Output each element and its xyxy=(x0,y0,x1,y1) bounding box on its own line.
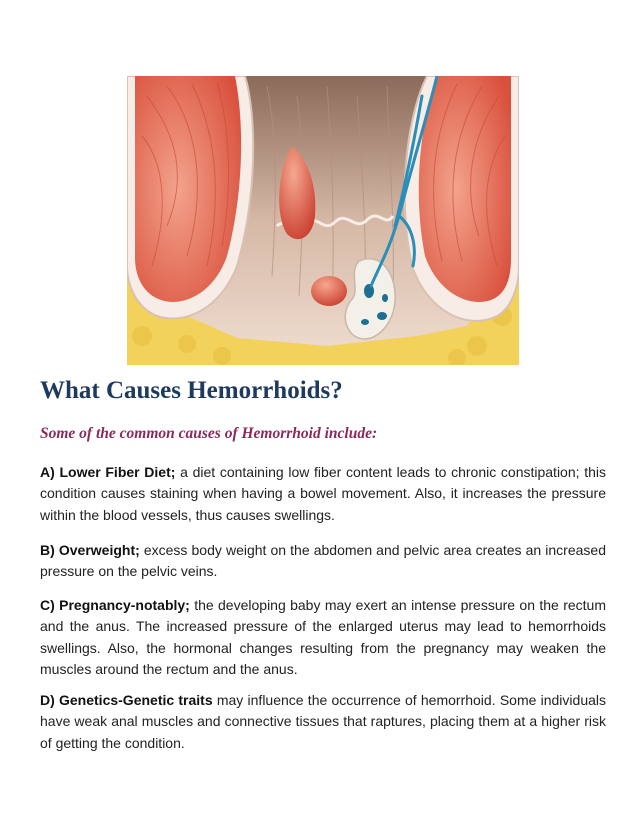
cause-label: B) Overweight; xyxy=(40,542,140,558)
cause-text: a diet containing low fiber content leads to chronic constipation; this condition causes staining when having a bowel movement. Also, it increases the pressure within the blood vessels, thus causes swellings. xyxy=(40,464,606,523)
hemorrhoid-anatomy-illustration xyxy=(127,76,519,365)
cause-label: C) Pregnancy-notably; xyxy=(40,597,190,613)
cause-text: may influence the occurrence of hemorrhoid. Some individuals have weak anal muscles and connective tissues that raptures, placing them at a higher risk of getting the condition. xyxy=(40,692,606,751)
cause-label: A) Lower Fiber Diet; xyxy=(40,464,176,480)
cause-paragraph-low-fiber xyxy=(40,462,606,526)
cause-paragraph-pregnancy xyxy=(40,595,606,681)
cause-text: the developing baby may exert an intense pressure on the rectum and the anus. The increased pressure of the enlarged uterus may lead to hemorrhoids swellings. Also, the hormonal changes resulting from the pregnancy may weaken the muscles around the rectum and the anus. xyxy=(40,597,606,678)
page-subtitle: Some of the common causes of Hemorrhoid include: xyxy=(40,425,378,442)
cause-paragraph-genetics xyxy=(40,690,606,754)
cause-paragraph-overweight xyxy=(40,540,606,583)
page-title: What Causes Hemorrhoids? xyxy=(40,377,343,404)
cause-text: excess body weight on the abdomen and pelvic area creates an increased pressure on the pelvic veins. xyxy=(40,542,606,580)
cause-label: D) Genetics-Genetic traits xyxy=(40,692,213,708)
